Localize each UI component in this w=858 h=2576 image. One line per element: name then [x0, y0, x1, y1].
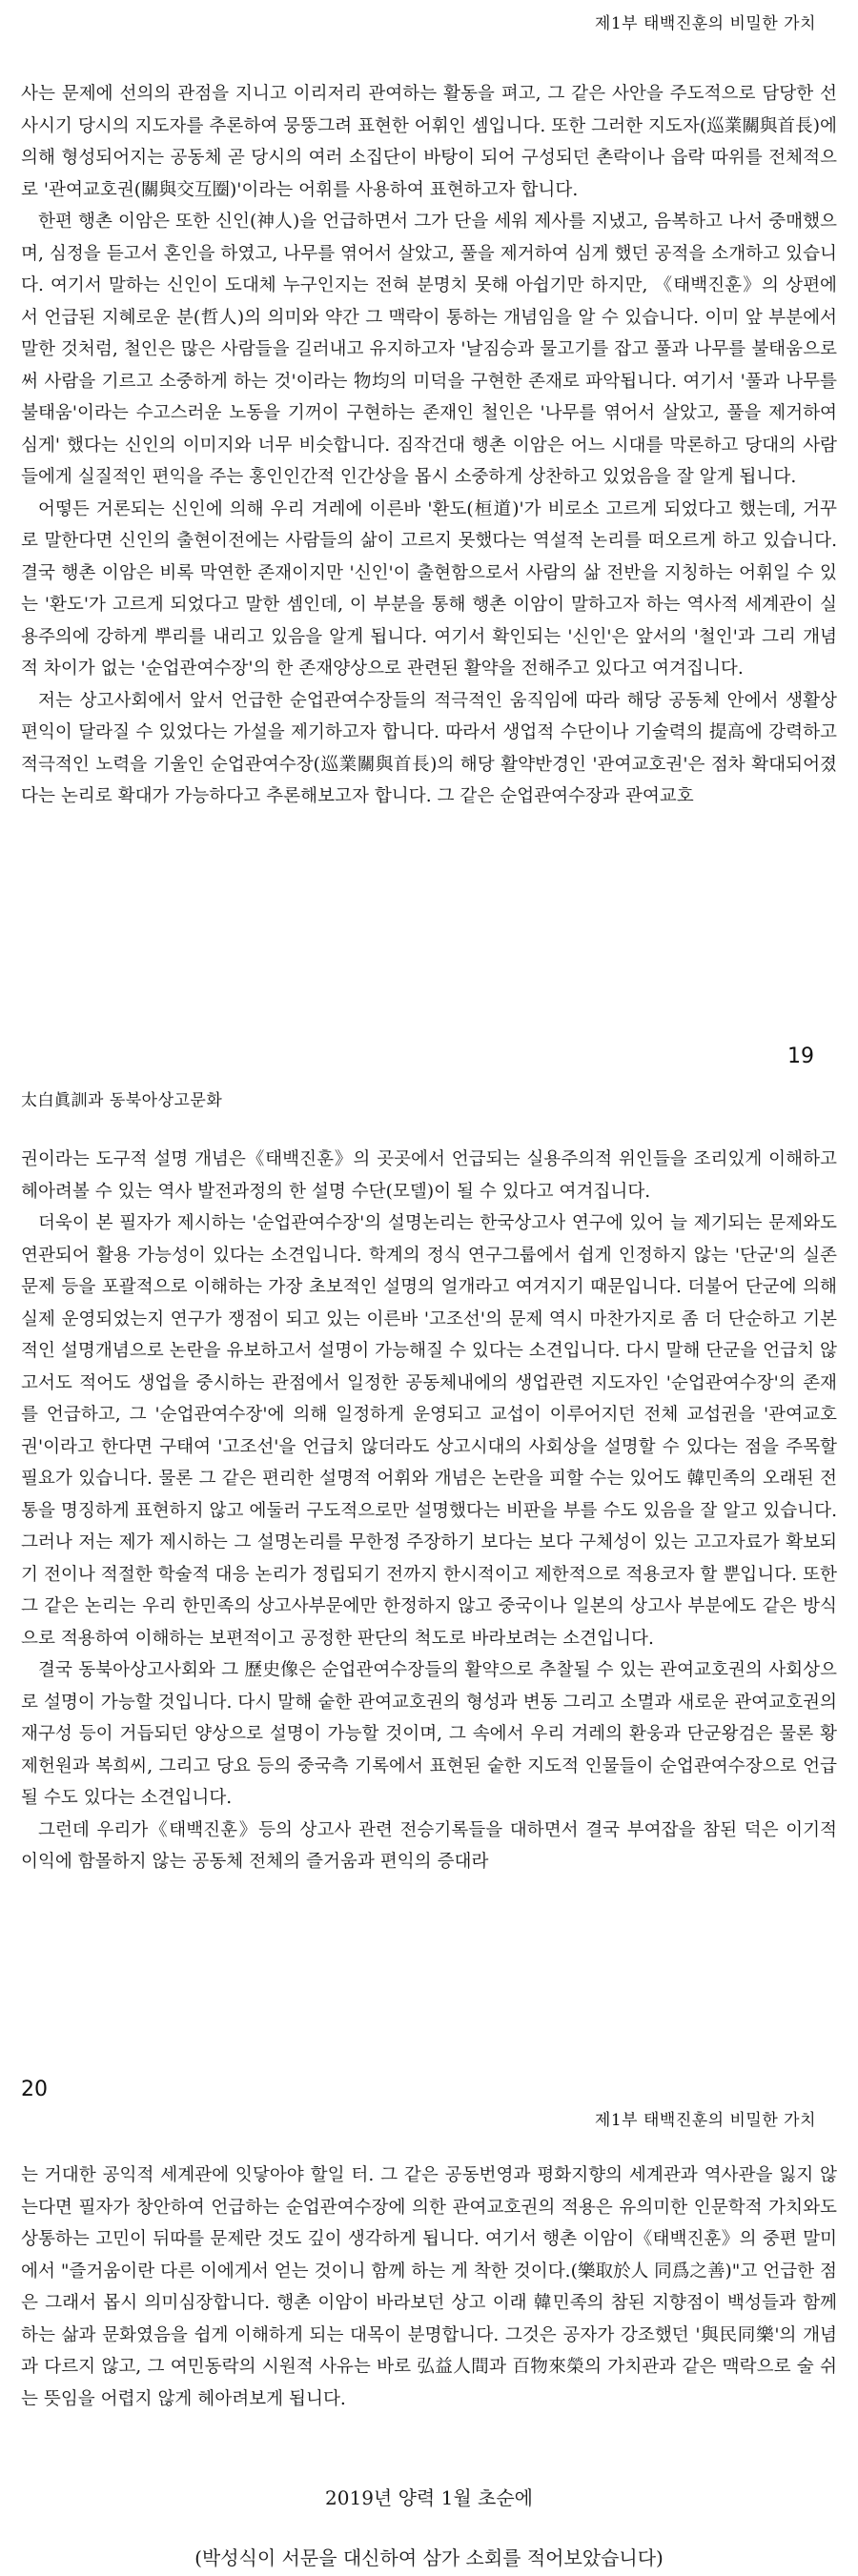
book-page-21 [0, 2106, 858, 2576]
paragraph: 어떻든 거론되는 신인에 의해 우리 겨레에 이른바 '환도(桓道)'가 비로소 고르게 되었다고 했는데, 거꾸로 말한다면 신인의 출현이전에는 사람들의 삶이 고르지 못했다는 역설적 논리를 떠오르게 하고 있습니다. 결국 행촌 이암은 비록 막연한 존재이지만 '신인'이 출현함으로서 사람의 삶 전반을 지칭하는 어휘일 수 있는 '환도'가 고르게 되었다고 말한 셈인데, 이 부분을 통해 행촌 이암이 말하고자 하는 역사적 세계관이 실용주의에 강하게 뿌리를 내리고 있음을 알게 됩니다. 여기서 확인되는 '신인'은 앞서의 '철인'과 그리 개념적 차이가 없는 '순업관여수장'의 한 존재양상으로 관련된 활약을 전해주고 있다고 여겨집니다. [21, 498, 837, 679]
closing-note: (박성식이 서문을 대신하여 삼가 소회를 적어보았습니다) [194, 2546, 664, 2569]
running-head: 太白眞訓과 동북아상고문화 [21, 1091, 223, 1110]
page-body [21, 2160, 837, 2415]
paragraph: 한편 행촌 이암은 또한 신인(神人)을 언급하면서 그가 단을 세워 제사를 지냈고, 음복하고 나서 중매했으며, 심정을 듣고서 혼인을 하였고, 나무를 엮어서 살았고, 풀을 제거하여 심게 했던 공적을 소개하고 있습니다. 여기서 말하는 신인이 도대체 누구인지는 전혀 분명치 못해 아쉽기만 하지만, 《태백진훈》의 상편에서 언급된 지혜로운 분(哲人)의 의미와 약간 그 맥락이 통하는 개념임을 알 수 있습니다. 이미 앞 부분에서 말한 것처럼, 철인은 많은 사람들을 길러내고 유지하고자 '날짐승과 물고기를 잡고 풀과 나무를 불태움으로써 사람을 기르고 소중하게 하는 것'이라는 物均의 미덕을 구현한 존재로 파악됩니다. 여기서 '풀과 나무를 불태움'이라는 수고스러운 노동을 기꺼이 구현하는 존재인 철인은 '나무를 엮어서 살았고, 풀을 제거하여 심게' 했다는 신인의 이미지와 너무 비슷합니다. 짐작건대 행촌 이암은 어느 시대를 막론하고 당대의 사람들에게 실질적인 편익을 주는 홍인인간적 인간상을 몹시 소중하게 상찬하고 있었음을 잘 알게 됩니다. [21, 212, 837, 487]
paragraph: 는 거대한 공익적 세계관에 잇닿아야 할일 터. 그 같은 공동번영과 평화지향의 세계관과 역사관을 잃지 않는다면 필자가 창안하여 언급하는 순업관여수장에 의한 관여교호권의 적용은 유의미한 인문학적 가치와도 상통하는 고민이 뒤따를 문제란 것도 깊이 생각하게 됩니다. 여기서 행촌 이암이《태백진훈》의 중편 말미에서 "즐거움이란 다른 이에게서 얻는 것이니 함께 하는 게 착한 것이다.(樂取於人 同爲之善)"고 언급한 점은 그래서 몹시 의미심장합니다. 행촌 이암이 바라보던 상고 이래 韓민족의 참된 지향점이 백성들과 함께 하는 삶과 문화였음을 쉽게 이해하게 되는 대목이 분명합니다. 그것은 공자가 강조했던 '與民同樂'의 개념과 다르지 않고, 그 여민동락의 시원적 사유는 바로 弘益人間과 百物來榮의 가치관과 같은 맥락으로 술 쉬는 뜻임을 어렵지 않게 헤아려보게 됩니다. [21, 2165, 837, 2409]
book-page-20 [0, 1086, 858, 2106]
running-head: 제1부 태백진훈의 비밀한 가치 [594, 14, 816, 33]
paragraph: 사는 문제에 선의의 관점을 지니고 이리저리 관여하는 활동을 펴고, 그 같은 사안을 주도적으로 담당한 선사시기 당시의 지도자를 추론하여 뭉뚱그려 표현한 어휘인 셈입니다. 또한 그러한 지도자(巡業關與首長)에 의해 형성되어지는 공동체 곧 당시의 여러 소집단이 바탕이 되어 구성되던 촌락이나 읍락 따위를 전체적으로 '관여교호권(關與交互圈)'이라는 어휘를 사용하여 표현하고자 합니다. [21, 84, 837, 200]
date-line: 2019년 양력 1월 초순에 [325, 2486, 533, 2509]
running-head: 제1부 태백진훈의 비밀한 가치 [594, 2111, 816, 2130]
paragraph: 그런데 우리가《태백진훈》등의 상고사 관련 전승기록들을 대하면서 결국 부여잡을 참된 덕은 이기적 이익에 함몰하지 않는 공동체 전체의 즐거움과 편익의 증대라 [21, 1819, 837, 1872]
page-body [21, 78, 837, 813]
page-number: 20 [21, 2078, 48, 2101]
paragraph: 결국 동북아상고사회와 그 歷史像은 순업관여수장들의 활약으로 추찰될 수 있는 관여교호권의 사회상으로 설명이 가능할 것입니다. 다시 말해 숱한 관여교호권의 형성과 변동 그리고 소멸과 새로운 관여교호권의 재구성 등이 거듭되던 양상으로 설명이 가능할 것이며, 그 속에서 우리 겨레의 환웅과 단군왕검은 물론 황제헌원과 복희씨, 그리고 당요 등의 중국측 기록에서 표현된 숱한 지도적 인물들이 순업관여수장으로 언급될 수도 있다는 소견입니다. [21, 1660, 837, 1808]
paragraph: 저는 상고사회에서 앞서 언급한 순업관여수장들의 적극적인 움직임에 따라 해당 공동체 안에서 생활상 편익이 달라질 수 있었다는 가설을 제기하고자 합니다. 따라서 생업적 수단이나 기술력의 提高에 강력하고 적극적인 노력을 기울인 순업관여수장(巡業關與首長)의 해당 활약반경인 '관여교호권'은 점차 확대되어졌다는 논리로 확대가 가능하다고 추론해보고자 합니다. 그 같은 순업관여수장과 관여교호 [21, 690, 838, 806]
page-number: 19 [787, 1045, 814, 1068]
page-body [21, 1144, 837, 1878]
paragraph: 권이라는 도구적 설명 개념은《태백진훈》의 곳곳에서 언급되는 실용주의적 위인들을 조리있게 이해하고 헤아려볼 수 있는 역사 발전과정의 한 설명 수단(모델)이 될 수 있다고 여겨집니다. [21, 1149, 837, 1202]
book-page-19 [0, 0, 858, 1086]
paragraph: 더욱이 본 필자가 제시하는 '순업관여수장'의 설명논리는 한국상고사 연구에 있어 늘 제기되는 문제와도 연관되어 활용 가능성이 있다는 소견입니다. 학계의 정식 연구그룹에서 쉽게 인정하지 않는 '단군'의 실존문제 등을 포괄적으로 이해하는 가장 초보적인 설명의 얼개라고 여겨지기 때문입니다. 더불어 단군에 의해 실제 운영되었는지 연구가 쟁점이 되고 있는 이른바 '고조선'의 문제 역시 마찬가지로 좀 더 단순하고 기본적인 설명개념으로 논란을 유보하고서 설명이 가능해질 수 있다는 소견입니다. 다시 말해 단군을 언급치 않고서도 적어도 생업을 중시하는 관점에서 일정한 공동체내에의 생업관련 지도자인 '순업관여수장'의 존재를 언급하고, 그 '순업관여수장'에 의해 일정하게 운영되고 교섭이 이루어지던 전체 교섭권을 '관여교호권'이라고 한다면 구태여 '고조선'을 언급치 않더라도 상고시대의 사회상을 설명할 수 있다는 점을 주목할 필요가 있습니다. 물론 그 같은 편리한 설명적 어휘와 개념은 논란을 피할 수는 있어도 韓민족의 오래된 전통을 명징하게 표현하지 않고 에둘러 구도적으로만 설명했다는 비판을 부를 수도 있음을 잘 알고 있습니다. 그러나 저는 제가 제시하는 그 설명논리를 무한정 주장하기 보다는 보다 구체성이 있는 고고자료가 확보되기 전이나 적절한 학술적 대응 논리가 정립되기 전까지 한시적이고 제한적으로 적용코자 할 뿐입니다. 또한 그 같은 논리는 우리 한민족의 상고사부문에만 한정하지 않고 중국이나 일본의 상고사 부분에도 같은 방식으로 적용하여 이해하는 보편적이고 공정한 판단의 척도로 바라보려는 소견입니다. [21, 1213, 837, 1649]
